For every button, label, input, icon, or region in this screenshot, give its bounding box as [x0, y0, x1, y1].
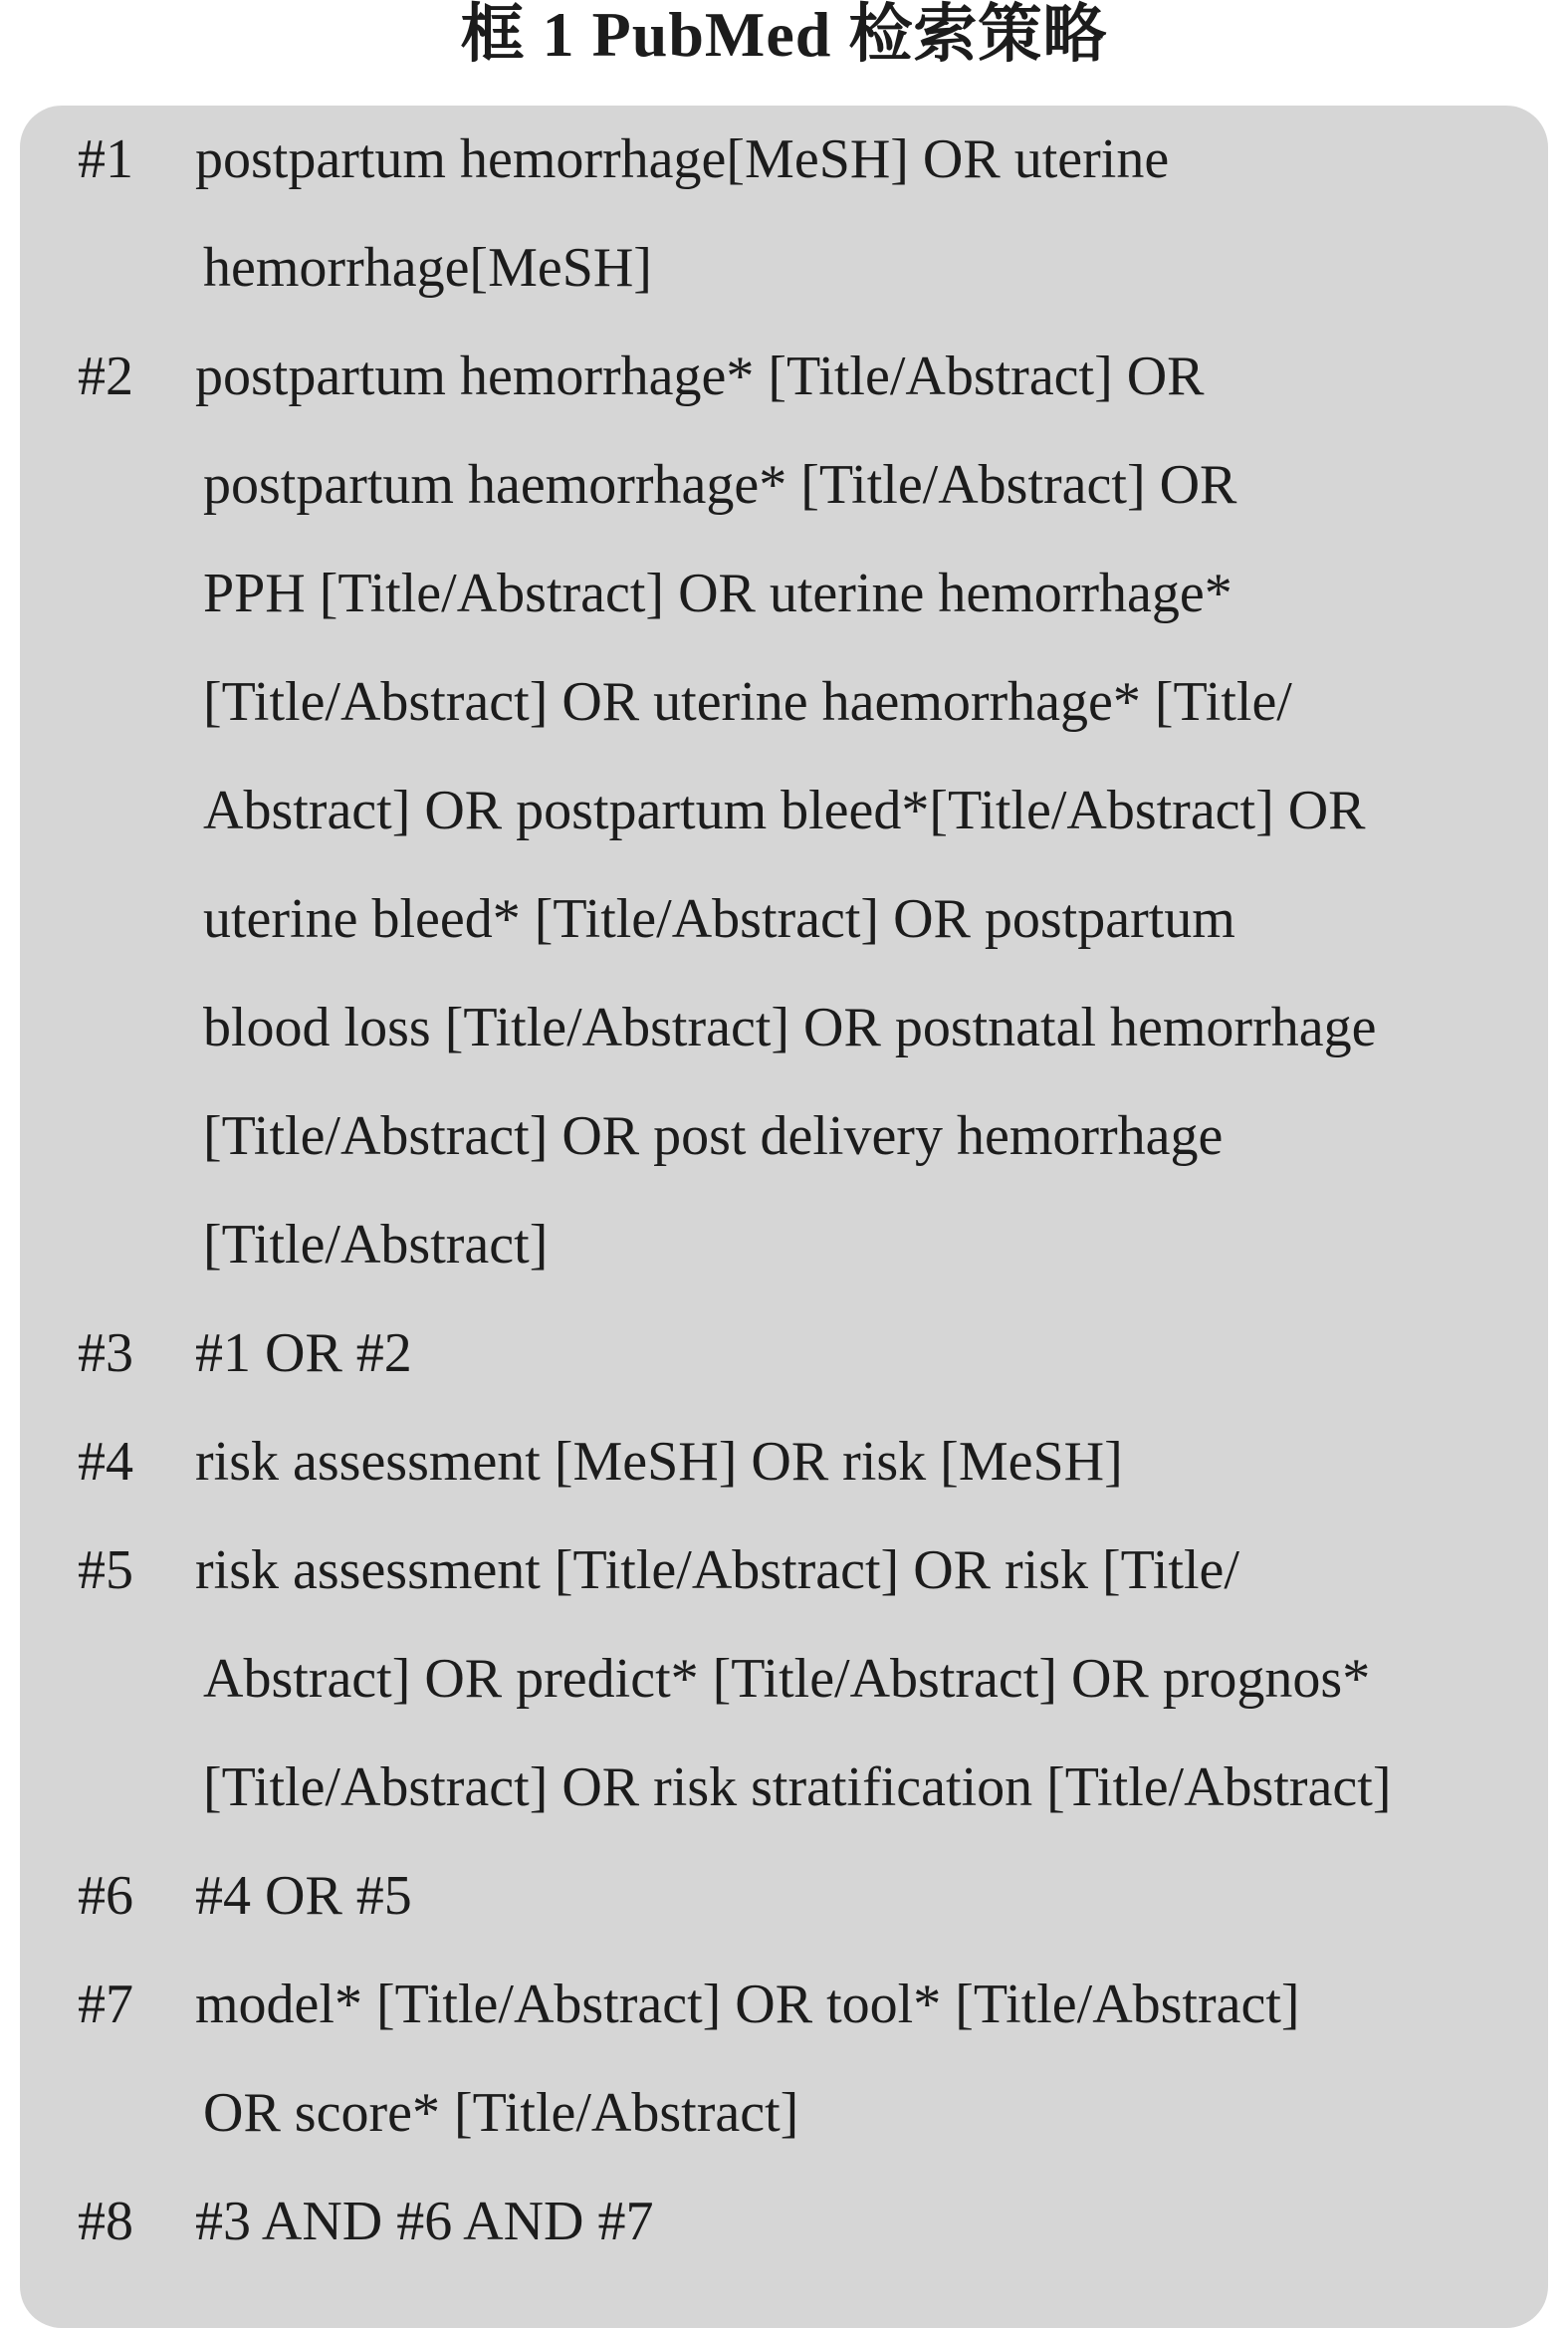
- entry-query-line: [Title/Abstract] OR post delivery hemorrhage: [203, 1105, 1224, 1167]
- entry-number: #6: [78, 1865, 133, 1927]
- entry-query-line: model* [Title/Abstract] OR tool* [Title/Abstract]: [195, 1974, 1300, 2035]
- entry-query-line: hemorrhage[MeSH]: [203, 237, 652, 299]
- entry-query-line: postpartum hemorrhage* [Title/Abstract] OR: [195, 346, 1205, 407]
- entry-query: [195, 106, 1529, 323]
- entry-query-line: blood loss [Title/Abstract] OR postnatal hemorrhage: [203, 997, 1377, 1058]
- entry-number: #4: [78, 1431, 133, 1493]
- entry-query: [195, 1408, 1529, 1516]
- entry-number: #5: [78, 1539, 133, 1601]
- entry-number: #7: [78, 1974, 133, 2035]
- entry-query-line: PPH [Title/Abstract] OR uterine hemorrhage*: [203, 563, 1232, 624]
- entry-query-line: [Title/Abstract] OR uterine haemorrhage* [Title/: [203, 671, 1292, 733]
- entry-query-line: Abstract] OR predict* [Title/Abstract] OR prognos*: [203, 1648, 1371, 1710]
- box-title: 框 1 PubMed 检索策略: [460, 0, 1108, 70]
- entry-query-line: uterine bleed* [Title/Abstract] OR postpartum: [203, 888, 1235, 950]
- search-strategy-box: [20, 106, 1548, 2328]
- entry-query-line: risk assessment [MeSH] OR risk [MeSH]: [195, 1431, 1123, 1493]
- entry-number: #1: [78, 128, 133, 190]
- entry-query: [195, 323, 1529, 1299]
- entry-query: [195, 2168, 1529, 2276]
- entry-query: [195, 1299, 1529, 1408]
- entry-query-line: [Title/Abstract] OR risk stratification [Title/Abstract]: [203, 1756, 1392, 1818]
- entry-query-line: Abstract] OR postpartum bleed*[Title/Abstract] OR: [203, 780, 1366, 841]
- entry-query: [195, 1951, 1529, 2168]
- entry-number: #3: [78, 1322, 133, 1384]
- entry-query-line: #3 AND #6 AND #7: [195, 2191, 654, 2252]
- entry-query: [195, 1842, 1529, 1951]
- entry-query-line: OR score* [Title/Abstract]: [203, 2082, 799, 2144]
- entry-query-line: postpartum hemorrhage[MeSH] OR uterine: [195, 128, 1170, 190]
- entry-query-line: postpartum haemorrhage* [Title/Abstract] OR: [203, 454, 1237, 516]
- entry-query: [195, 1516, 1529, 1842]
- entry-query-line: risk assessment [Title/Abstract] OR risk [Title/: [195, 1539, 1239, 1601]
- entry-query-line: #1 OR #2: [195, 1322, 412, 1384]
- entry-number: #2: [78, 346, 133, 407]
- entry-query-line: #4 OR #5: [195, 1865, 412, 1927]
- entry-query-line: [Title/Abstract]: [203, 1214, 549, 1276]
- entry-number: #8: [78, 2191, 133, 2252]
